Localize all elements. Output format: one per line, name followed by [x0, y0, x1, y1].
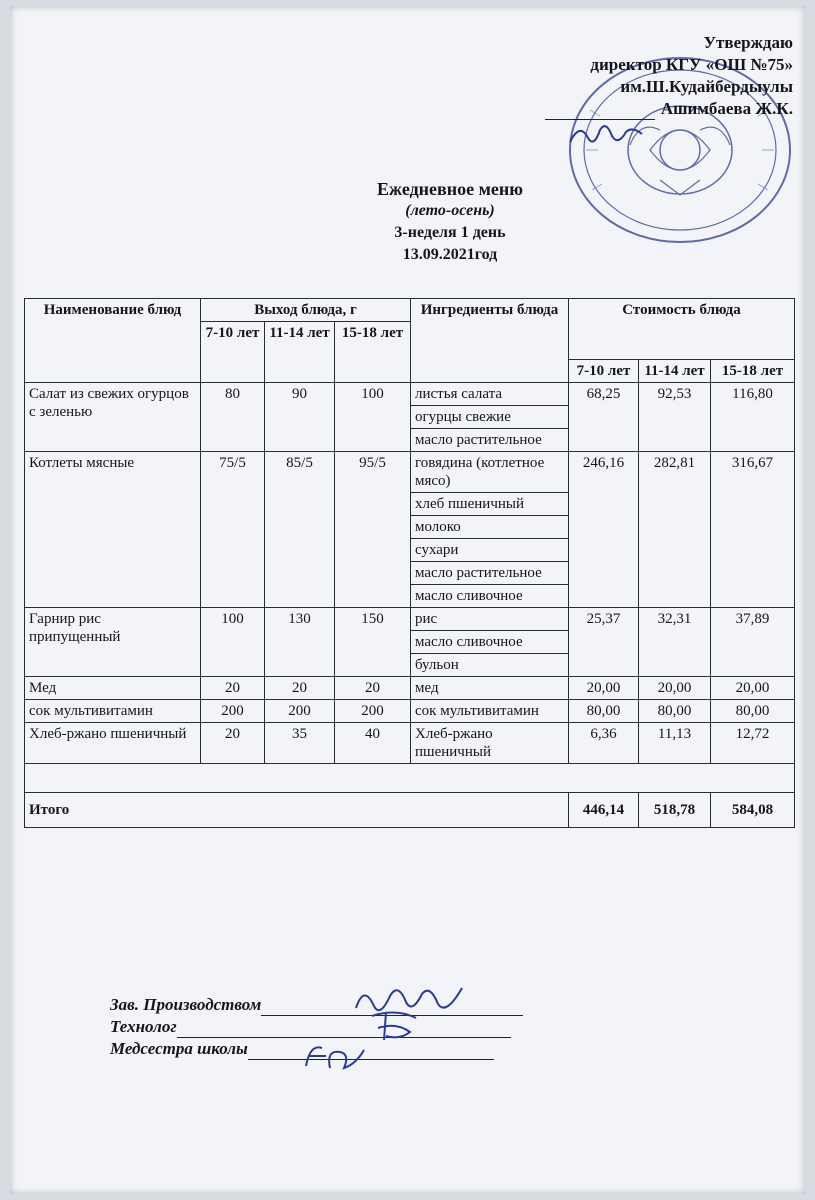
header-yield-age-7-10: 7-10 лет	[201, 322, 265, 383]
cost-7-10: 20,00	[569, 677, 639, 700]
menu-table	[24, 298, 795, 828]
dish-name: Котлеты мясные	[25, 452, 201, 608]
ingredient: масло сливочное	[411, 585, 569, 608]
cost-7-10: 80,00	[569, 700, 639, 723]
yield-15-18: 95/5	[335, 452, 411, 608]
yield-7-10: 20	[201, 677, 265, 700]
table-row	[25, 677, 795, 700]
total-label: Итого	[25, 793, 569, 828]
nurse-label: Медсестра школы	[110, 1039, 248, 1058]
approval-position: директор КГУ «ОШ №75»	[590, 55, 793, 74]
table-row	[25, 608, 795, 631]
header-ingredients: Ингредиенты блюда	[411, 299, 569, 383]
ingredient: масло растительное	[411, 562, 569, 585]
signature-row-nurse	[110, 1038, 523, 1060]
signature-line	[248, 1041, 494, 1060]
table-row	[25, 700, 795, 723]
ingredient: сок мультивитамин	[411, 700, 569, 723]
dish-name: Гарнир рис припущенный	[25, 608, 201, 677]
table-row-total	[25, 793, 795, 828]
yield-11-14: 20	[265, 677, 335, 700]
cost-7-10: 6,36	[569, 723, 639, 764]
yield-15-18: 100	[335, 383, 411, 452]
technologist-label: Технолог	[110, 1017, 177, 1036]
director-signature	[566, 118, 646, 152]
header-cost: Стоимость блюда	[569, 299, 795, 360]
yield-15-18: 40	[335, 723, 411, 764]
ingredient: бульон	[411, 654, 569, 677]
table-row-empty	[25, 764, 795, 793]
ingredient: рис	[411, 608, 569, 631]
yield-11-14: 90	[265, 383, 335, 452]
header-yield-age-11-14: 11-14 лет	[265, 322, 335, 383]
production-head-label: Зав. Производством	[110, 995, 262, 1014]
title-block	[10, 178, 815, 266]
cost-15-18: 12,72	[711, 723, 795, 764]
cost-15-18: 316,67	[711, 452, 795, 608]
yield-7-10: 80	[201, 383, 265, 452]
cost-11-14: 92,53	[639, 383, 711, 452]
cost-7-10: 68,25	[569, 383, 639, 452]
ingredient: молоко	[411, 516, 569, 539]
yield-7-10: 20	[201, 723, 265, 764]
signature-row-production	[110, 994, 523, 1016]
cost-15-18: 20,00	[711, 677, 795, 700]
header-yield: Выход блюда, г	[201, 299, 411, 322]
ingredient: Хлеб-ржано пшеничный	[411, 723, 569, 764]
yield-15-18: 20	[335, 677, 411, 700]
ingredient: сухари	[411, 539, 569, 562]
yield-7-10: 200	[201, 700, 265, 723]
cost-15-18: 116,80	[711, 383, 795, 452]
approval-signature-row	[545, 98, 793, 120]
ingredient: говядина (котлетное мясо)	[411, 452, 569, 493]
yield-7-10: 100	[201, 608, 265, 677]
document-page	[10, 6, 805, 1194]
ingredient: мед	[411, 677, 569, 700]
signature-line	[177, 1019, 511, 1038]
header-cost-age-11-14: 11-14 лет	[639, 360, 711, 383]
approval-school-name: им.Ш.Кудайбердыулы	[620, 77, 793, 96]
approval-signature-line	[545, 119, 655, 120]
menu-date: 13.09.2021год	[402, 246, 498, 263]
signature-line	[261, 997, 523, 1016]
yield-11-14: 200	[265, 700, 335, 723]
dish-name: Хлеб-ржано пшеничный	[25, 723, 201, 764]
dish-name: Салат из свежих огурцов с зеленью	[25, 383, 201, 452]
approval-block	[545, 32, 793, 120]
cost-11-14: 20,00	[639, 677, 711, 700]
empty-cell	[25, 764, 795, 793]
table-row	[25, 452, 795, 493]
yield-15-18: 150	[335, 608, 411, 677]
signatures-block	[110, 994, 523, 1060]
signature-row-technologist	[110, 1016, 523, 1038]
menu-season: (лето-осень)	[405, 202, 495, 219]
yield-11-14: 130	[265, 608, 335, 677]
cost-7-10: 25,37	[569, 608, 639, 677]
table-row	[25, 723, 795, 764]
ingredient: хлеб пшеничный	[411, 493, 569, 516]
yield-11-14: 85/5	[265, 452, 335, 608]
ingredient: масло растительное	[411, 429, 569, 452]
dish-name: сок мультивитамин	[25, 700, 201, 723]
menu-week-day: 3-неделя 1 день	[394, 224, 506, 241]
approval-heading: Утверждаю	[703, 33, 793, 52]
cost-11-14: 80,00	[639, 700, 711, 723]
cost-15-18: 80,00	[711, 700, 795, 723]
approval-director-name: Ашимбаева Ж.К.	[660, 99, 793, 118]
cost-11-14: 32,31	[639, 608, 711, 677]
cost-7-10: 246,16	[569, 452, 639, 608]
total-cost-7-10: 446,14	[569, 793, 639, 828]
header-cost-age-15-18: 15-18 лет	[711, 360, 795, 383]
header-dish-name: Наименование блюд	[25, 299, 201, 383]
ingredient: листья салата	[411, 383, 569, 406]
yield-11-14: 35	[265, 723, 335, 764]
header-cost-age-7-10: 7-10 лет	[569, 360, 639, 383]
table-row	[25, 383, 795, 406]
total-cost-11-14: 518,78	[639, 793, 711, 828]
dish-name: Мед	[25, 677, 201, 700]
cost-15-18: 37,89	[711, 608, 795, 677]
yield-15-18: 200	[335, 700, 411, 723]
ingredient: масло сливочное	[411, 631, 569, 654]
cost-11-14: 11,13	[639, 723, 711, 764]
yield-7-10: 75/5	[201, 452, 265, 608]
page-title: Ежедневное меню	[377, 179, 523, 199]
ingredient: огурцы свежие	[411, 406, 569, 429]
header-yield-age-15-18: 15-18 лет	[335, 322, 411, 383]
total-cost-15-18: 584,08	[711, 793, 795, 828]
cost-11-14: 282,81	[639, 452, 711, 608]
